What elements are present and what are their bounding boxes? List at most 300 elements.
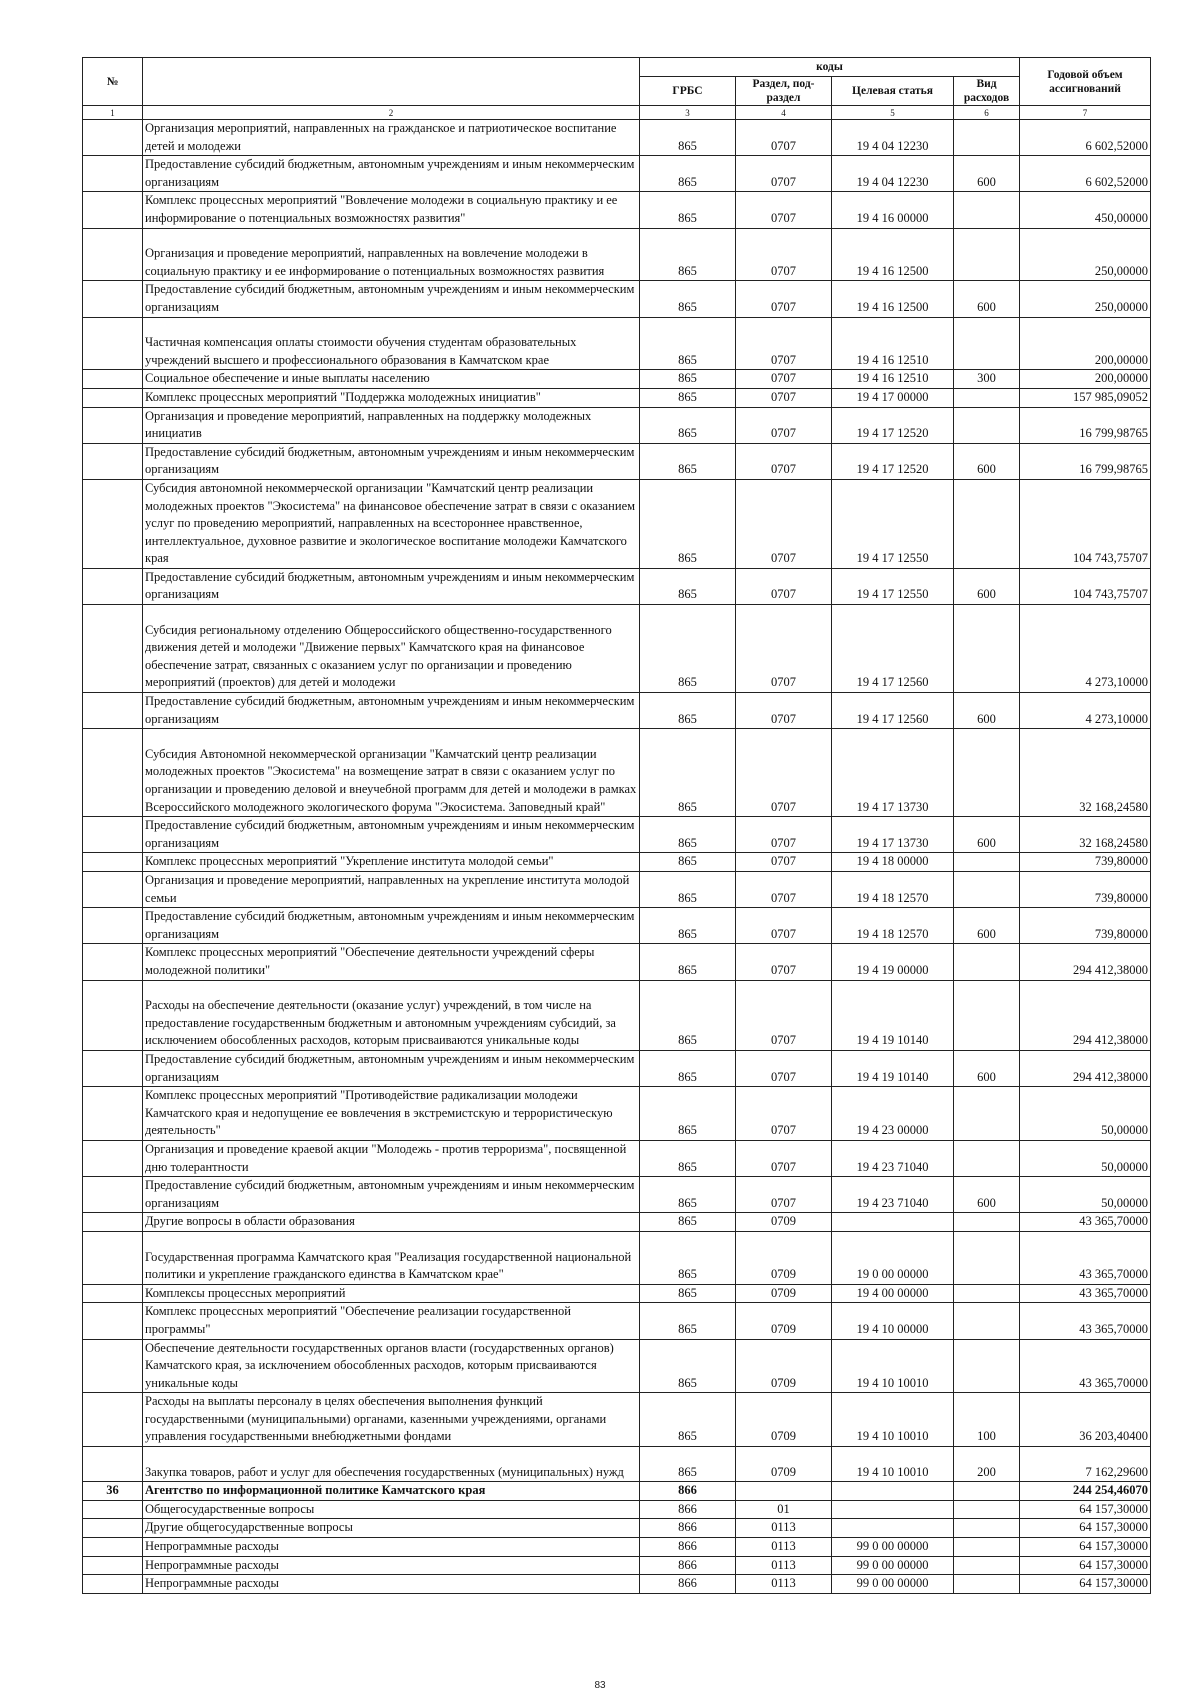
row-vid-cell: 600 — [954, 693, 1020, 729]
row-number-cell — [83, 407, 143, 443]
row-celevaya-cell — [832, 1482, 954, 1501]
row-number-cell — [83, 1393, 143, 1447]
row-name-cell: Комплекс процессных мероприятий "Противодействие радикализации молодежи Камчатского края и недопущение ее вовлечения в экстремистскую и террористическую деятельность" — [143, 1087, 640, 1141]
table-row — [83, 817, 1151, 853]
row-vid-cell — [954, 388, 1020, 407]
row-number-cell — [83, 729, 143, 817]
budget-table — [82, 57, 1151, 1594]
row-celevaya-cell: 19 4 16 12500 — [832, 228, 954, 281]
row-grbs-cell: 865 — [640, 1087, 736, 1141]
row-grbs-cell: 865 — [640, 817, 736, 853]
row-vid-cell — [954, 1087, 1020, 1141]
row-vid-cell: 600 — [954, 156, 1020, 192]
row-vid-cell — [954, 192, 1020, 228]
row-vid-cell: 100 — [954, 1393, 1020, 1447]
row-name-cell: Организация и проведение краевой акции "Молодежь - против терроризма", посвященной дню толерантности — [143, 1140, 640, 1176]
row-razdel-cell: 0113 — [736, 1575, 832, 1594]
row-amount-cell: 244 254,46070 — [1020, 1482, 1151, 1501]
row-grbs-cell: 865 — [640, 1284, 736, 1303]
row-celevaya-cell: 19 4 17 12520 — [832, 407, 954, 443]
row-name-cell: Организация и проведение мероприятий, направленных на укрепление института молодой семьи — [143, 872, 640, 908]
row-amount-cell: 250,00000 — [1020, 228, 1151, 281]
row-vid-cell — [954, 1482, 1020, 1501]
row-grbs-cell: 865 — [640, 944, 736, 980]
row-name-cell: Частичная компенсация оплаты стоимости обучения студентам образовательных учреждений высшего и профессионального образования в Камчатском крае — [143, 317, 640, 370]
row-name-cell: Агентство по информационной политике Камчатского края — [143, 1482, 640, 1501]
row-number-cell — [83, 1213, 143, 1232]
row-razdel-cell: 0707 — [736, 980, 832, 1050]
row-celevaya-cell: 19 4 10 10010 — [832, 1393, 954, 1447]
row-amount-cell: 43 365,70000 — [1020, 1213, 1151, 1232]
row-razdel-cell: 0707 — [736, 853, 832, 872]
row-celevaya-cell: 19 4 19 10140 — [832, 1050, 954, 1086]
header-name — [143, 58, 640, 106]
col-number: 1 — [83, 106, 143, 120]
row-vid-cell: 200 — [954, 1447, 1020, 1482]
row-celevaya-cell: 19 4 17 12520 — [832, 443, 954, 479]
row-grbs-cell: 865 — [640, 1213, 736, 1232]
row-razdel-cell: 01 — [736, 1500, 832, 1519]
row-amount-cell: 6 602,52000 — [1020, 120, 1151, 156]
row-grbs-cell: 865 — [640, 443, 736, 479]
row-number-cell — [83, 817, 143, 853]
row-razdel-cell: 0707 — [736, 317, 832, 370]
row-celevaya-cell: 19 4 16 12500 — [832, 281, 954, 317]
row-vid-cell — [954, 1339, 1020, 1393]
table-row — [83, 980, 1151, 1050]
row-number-cell — [83, 1500, 143, 1519]
table-row — [83, 479, 1151, 568]
row-celevaya-cell: 19 4 17 13730 — [832, 817, 954, 853]
row-grbs-cell: 866 — [640, 1575, 736, 1594]
table-body — [83, 120, 1151, 1594]
row-amount-cell: 294 412,38000 — [1020, 944, 1151, 980]
row-celevaya-cell: 19 4 17 12550 — [832, 568, 954, 604]
row-amount-cell: 7 162,29600 — [1020, 1447, 1151, 1482]
row-number-cell — [83, 228, 143, 281]
row-name-cell: Предоставление субсидий бюджетным, автономным учреждениям и иным некоммерческим организациям — [143, 817, 640, 853]
header-vid: Вид расходов — [954, 77, 1020, 106]
table-row — [83, 228, 1151, 281]
row-vid-cell — [954, 407, 1020, 443]
row-name-cell: Предоставление субсидий бюджетным, автономным учреждениям и иным некоммерческим организациям — [143, 1050, 640, 1086]
row-razdel-cell — [736, 1482, 832, 1501]
row-name-cell: Субсидия Автономной некоммерческой организации "Камчатский центр реализации молодежных проектов "Экосистема" на возмещение затрат в связи с оказанием услуг по организации и проведению деловой и внеучебной программ для детей и молодежи в рамках Всероссийского молодежного экологического форума "Экосистема. Заповедный край" — [143, 729, 640, 817]
row-grbs-cell: 866 — [640, 1482, 736, 1501]
row-vid-cell: 600 — [954, 281, 1020, 317]
row-grbs-cell: 865 — [640, 388, 736, 407]
row-celevaya-cell: 19 4 16 00000 — [832, 192, 954, 228]
row-number-cell — [83, 388, 143, 407]
table-row — [83, 853, 1151, 872]
row-razdel-cell: 0707 — [736, 1050, 832, 1086]
row-vid-cell — [954, 228, 1020, 281]
row-name-cell: Комплексы процессных мероприятий — [143, 1284, 640, 1303]
row-number-cell — [83, 120, 143, 156]
row-celevaya-cell: 19 4 04 12230 — [832, 120, 954, 156]
row-name-cell: Комплекс процессных мероприятий "Поддержка молодежных инициатив" — [143, 388, 640, 407]
row-amount-cell: 200,00000 — [1020, 370, 1151, 389]
col-number: 6 — [954, 106, 1020, 120]
row-number-cell — [83, 1575, 143, 1594]
table-row — [83, 388, 1151, 407]
table-row — [83, 120, 1151, 156]
table-row — [83, 156, 1151, 192]
row-razdel-cell: 0707 — [736, 944, 832, 980]
table-row — [83, 317, 1151, 370]
row-celevaya-cell: 19 4 23 71040 — [832, 1140, 954, 1176]
row-number-cell — [83, 1303, 143, 1339]
row-razdel-cell: 0113 — [736, 1519, 832, 1538]
row-amount-cell: 6 602,52000 — [1020, 156, 1151, 192]
row-grbs-cell: 865 — [640, 872, 736, 908]
row-number-cell — [83, 192, 143, 228]
row-number-cell — [83, 479, 143, 568]
row-razdel-cell: 0707 — [736, 281, 832, 317]
row-amount-cell: 64 157,30000 — [1020, 1500, 1151, 1519]
row-number-cell — [83, 1284, 143, 1303]
row-razdel-cell: 0707 — [736, 568, 832, 604]
row-grbs-cell: 865 — [640, 908, 736, 944]
row-vid-cell: 600 — [954, 568, 1020, 604]
row-grbs-cell: 865 — [640, 1231, 736, 1284]
row-number-cell — [83, 693, 143, 729]
row-number-cell — [83, 980, 143, 1050]
table-row — [83, 407, 1151, 443]
row-celevaya-cell: 99 0 00 00000 — [832, 1575, 954, 1594]
row-amount-cell: 43 365,70000 — [1020, 1303, 1151, 1339]
col-number: 5 — [832, 106, 954, 120]
row-vid-cell: 600 — [954, 817, 1020, 853]
row-amount-cell: 157 985,09052 — [1020, 388, 1151, 407]
row-razdel-cell: 0707 — [736, 192, 832, 228]
row-razdel-cell: 0709 — [736, 1284, 832, 1303]
table-row — [83, 1303, 1151, 1339]
row-celevaya-cell: 19 4 17 00000 — [832, 388, 954, 407]
table-row — [83, 1339, 1151, 1393]
row-amount-cell: 43 365,70000 — [1020, 1339, 1151, 1393]
row-celevaya-cell: 19 4 04 12230 — [832, 156, 954, 192]
row-vid-cell — [954, 1575, 1020, 1594]
table-row — [83, 281, 1151, 317]
row-name-cell: Расходы на обеспечение деятельности (оказание услуг) учреждений, в том числе на предоставление государственным бюджетным и автономным учреждениям субсидий, за исключением обособленных расходов, которым присваиваются уникальные коды — [143, 980, 640, 1050]
row-grbs-cell: 866 — [640, 1538, 736, 1557]
row-grbs-cell: 865 — [640, 370, 736, 389]
row-grbs-cell: 865 — [640, 407, 736, 443]
header-celevaya: Целевая статья — [832, 77, 954, 106]
row-celevaya-cell: 19 4 16 12510 — [832, 370, 954, 389]
header-annual: Годовой объем ассигнований — [1020, 58, 1151, 106]
row-number-cell — [83, 872, 143, 908]
row-number-cell — [83, 1538, 143, 1557]
row-number-cell — [83, 568, 143, 604]
row-amount-cell: 104 743,75707 — [1020, 479, 1151, 568]
row-amount-cell: 4 273,10000 — [1020, 693, 1151, 729]
row-amount-cell: 294 412,38000 — [1020, 980, 1151, 1050]
row-grbs-cell: 865 — [640, 605, 736, 693]
row-amount-cell: 43 365,70000 — [1020, 1284, 1151, 1303]
row-vid-cell — [954, 1538, 1020, 1557]
row-razdel-cell: 0707 — [736, 370, 832, 389]
row-razdel-cell: 0113 — [736, 1538, 832, 1557]
row-amount-cell: 50,00000 — [1020, 1087, 1151, 1141]
row-number-cell — [83, 1339, 143, 1393]
row-vid-cell — [954, 1140, 1020, 1176]
row-grbs-cell: 865 — [640, 120, 736, 156]
row-razdel-cell: 0709 — [736, 1339, 832, 1393]
row-grbs-cell: 865 — [640, 1339, 736, 1393]
row-amount-cell: 32 168,24580 — [1020, 817, 1151, 853]
table-row — [83, 1447, 1151, 1482]
row-grbs-cell: 865 — [640, 228, 736, 281]
row-grbs-cell: 865 — [640, 192, 736, 228]
row-razdel-cell: 0707 — [736, 443, 832, 479]
table-header — [83, 58, 1151, 120]
row-vid-cell — [954, 872, 1020, 908]
row-name-cell: Комплекс процессных мероприятий "Обеспечение реализации государственной программы" — [143, 1303, 640, 1339]
row-amount-cell: 64 157,30000 — [1020, 1575, 1151, 1594]
row-grbs-cell: 865 — [640, 1050, 736, 1086]
row-number-cell — [83, 1140, 143, 1176]
table-row — [83, 605, 1151, 693]
row-vid-cell: 600 — [954, 908, 1020, 944]
row-grbs-cell: 865 — [640, 281, 736, 317]
row-grbs-cell: 865 — [640, 568, 736, 604]
row-amount-cell: 739,80000 — [1020, 872, 1151, 908]
row-vid-cell — [954, 1556, 1020, 1575]
row-celevaya-cell: 19 4 16 12510 — [832, 317, 954, 370]
row-amount-cell: 64 157,30000 — [1020, 1556, 1151, 1575]
row-grbs-cell: 865 — [640, 980, 736, 1050]
header-codes: коды — [640, 58, 1020, 77]
row-name-cell: Расходы на выплаты персоналу в целях обеспечения выполнения функций государственными (муниципальными) органами, казенными учреждениями, органами управления государственными внебюджетными фондами — [143, 1393, 640, 1447]
row-number-cell — [83, 605, 143, 693]
row-vid-cell — [954, 853, 1020, 872]
col-number: 2 — [143, 106, 640, 120]
table-row — [83, 1500, 1151, 1519]
header-razdel: Раздел, под-раздел — [736, 77, 832, 106]
row-razdel-cell: 0707 — [736, 407, 832, 443]
row-vid-cell — [954, 729, 1020, 817]
row-name-cell: Социальное обеспечение и иные выплаты населению — [143, 370, 640, 389]
row-grbs-cell: 865 — [640, 729, 736, 817]
row-number-cell — [83, 1231, 143, 1284]
row-number-cell — [83, 1050, 143, 1086]
table-row — [83, 443, 1151, 479]
row-number-cell — [83, 370, 143, 389]
header-num: № — [83, 58, 143, 106]
row-razdel-cell: 0709 — [736, 1231, 832, 1284]
table-row — [83, 1519, 1151, 1538]
row-amount-cell: 50,00000 — [1020, 1140, 1151, 1176]
row-razdel-cell: 0707 — [736, 872, 832, 908]
row-vid-cell: 600 — [954, 1177, 1020, 1213]
row-grbs-cell: 865 — [640, 1177, 736, 1213]
header-grbs: ГРБС — [640, 77, 736, 106]
row-grbs-cell: 865 — [640, 1447, 736, 1482]
row-vid-cell — [954, 1284, 1020, 1303]
row-celevaya-cell: 19 4 10 00000 — [832, 1303, 954, 1339]
row-razdel-cell: 0707 — [736, 228, 832, 281]
table-row — [83, 568, 1151, 604]
col-number: 7 — [1020, 106, 1151, 120]
row-celevaya-cell: 19 4 00 00000 — [832, 1284, 954, 1303]
row-razdel-cell: 0707 — [736, 729, 832, 817]
row-name-cell: Предоставление субсидий бюджетным, автономным учреждениям и иным некоммерческим организациям — [143, 568, 640, 604]
row-amount-cell: 43 365,70000 — [1020, 1231, 1151, 1284]
table-row — [83, 908, 1151, 944]
row-grbs-cell: 866 — [640, 1500, 736, 1519]
row-name-cell: Обеспечение деятельности государственных органов власти (государственных органов) Камчатского края, за исключением обособленных расходов, которым присваиваются уникальные коды — [143, 1339, 640, 1393]
col-number: 3 — [640, 106, 736, 120]
row-celevaya-cell: 19 0 00 00000 — [832, 1231, 954, 1284]
row-vid-cell — [954, 1519, 1020, 1538]
table-row — [83, 1284, 1151, 1303]
row-name-cell: Предоставление субсидий бюджетным, автономным учреждениям и иным некоммерческим организациям — [143, 443, 640, 479]
row-grbs-cell: 865 — [640, 156, 736, 192]
row-name-cell: Непрограммные расходы — [143, 1575, 640, 1594]
row-number-cell — [83, 1447, 143, 1482]
row-celevaya-cell — [832, 1519, 954, 1538]
row-name-cell: Субсидия региональному отделению Общероссийского общественно-государственного движения детей и молодежи "Движение первых" Камчатского края на финансовое обеспечение затрат, связанных с оказанием услуг по организации и проведению мероприятий (проектов) для детей и молодежи — [143, 605, 640, 693]
row-vid-cell: 600 — [954, 443, 1020, 479]
row-razdel-cell: 0709 — [736, 1393, 832, 1447]
table-row — [83, 1087, 1151, 1141]
row-amount-cell: 200,00000 — [1020, 317, 1151, 370]
row-celevaya-cell: 19 4 19 10140 — [832, 980, 954, 1050]
row-amount-cell: 64 157,30000 — [1020, 1519, 1151, 1538]
row-name-cell: Комплекс процессных мероприятий "Вовлечение молодежи в социальную практику и ее информирование о потенциальных возможностях развития" — [143, 192, 640, 228]
row-name-cell: Непрограммные расходы — [143, 1556, 640, 1575]
row-celevaya-cell — [832, 1500, 954, 1519]
row-celevaya-cell: 19 4 17 12550 — [832, 479, 954, 568]
row-name-cell: Предоставление субсидий бюджетным, автономным учреждениям и иным некоммерческим организациям — [143, 1177, 640, 1213]
row-razdel-cell: 0707 — [736, 605, 832, 693]
row-amount-cell: 64 157,30000 — [1020, 1538, 1151, 1557]
row-vid-cell — [954, 944, 1020, 980]
row-name-cell: Субсидия автономной некоммерческой организации "Камчатский центр реализации молодежных проектов "Экосистема" на финансовое обеспечение затрат в связи с оказанием услуг по проведению мероприятий, направленных на всестороннее нравственное, интеллектуальное, духовное развитие и экологическое воспитание молодежи Камчатского края — [143, 479, 640, 568]
row-razdel-cell: 0707 — [736, 479, 832, 568]
row-razdel-cell: 0707 — [736, 693, 832, 729]
col-number: 4 — [736, 106, 832, 120]
row-number-cell — [83, 853, 143, 872]
row-amount-cell: 16 799,98765 — [1020, 443, 1151, 479]
row-number-cell: 36 — [83, 1482, 143, 1501]
row-grbs-cell: 865 — [640, 853, 736, 872]
row-vid-cell: 300 — [954, 370, 1020, 389]
row-razdel-cell: 0707 — [736, 817, 832, 853]
row-number-cell — [83, 156, 143, 192]
row-razdel-cell: 0707 — [736, 1177, 832, 1213]
row-amount-cell: 739,80000 — [1020, 908, 1151, 944]
page-number: 83 — [594, 1680, 606, 1691]
row-vid-cell — [954, 1213, 1020, 1232]
row-vid-cell — [954, 120, 1020, 156]
table-row — [83, 872, 1151, 908]
row-name-cell: Организация мероприятий, направленных на гражданское и патриотическое воспитание детей и молодежи — [143, 120, 640, 156]
row-vid-cell — [954, 479, 1020, 568]
row-razdel-cell: 0707 — [736, 156, 832, 192]
row-celevaya-cell: 19 4 10 10010 — [832, 1447, 954, 1482]
row-celevaya-cell: 19 4 18 00000 — [832, 853, 954, 872]
row-vid-cell — [954, 605, 1020, 693]
row-vid-cell — [954, 317, 1020, 370]
row-razdel-cell: 0709 — [736, 1213, 832, 1232]
row-amount-cell: 450,00000 — [1020, 192, 1151, 228]
row-name-cell: Организация и проведение мероприятий, направленных на поддержку молодежных инициатив — [143, 407, 640, 443]
row-name-cell: Комплекс процессных мероприятий "Обеспечение деятельности учреждений сферы молодежной политики" — [143, 944, 640, 980]
row-name-cell: Предоставление субсидий бюджетным, автономным учреждениям и иным некоммерческим организациям — [143, 908, 640, 944]
row-celevaya-cell: 19 4 17 12560 — [832, 693, 954, 729]
table-row — [83, 1140, 1151, 1176]
row-celevaya-cell: 19 4 19 00000 — [832, 944, 954, 980]
row-celevaya-cell: 19 4 23 71040 — [832, 1177, 954, 1213]
row-number-cell — [83, 1087, 143, 1141]
row-celevaya-cell: 19 4 18 12570 — [832, 908, 954, 944]
table-row — [83, 1482, 1151, 1501]
table-row — [83, 1575, 1151, 1594]
table-row — [83, 729, 1151, 817]
row-grbs-cell: 866 — [640, 1556, 736, 1575]
table-row — [83, 1556, 1151, 1575]
row-celevaya-cell: 19 4 18 12570 — [832, 872, 954, 908]
table-row — [83, 1393, 1151, 1447]
row-vid-cell: 600 — [954, 1050, 1020, 1086]
row-grbs-cell: 865 — [640, 1303, 736, 1339]
row-name-cell: Другие общегосударственные вопросы — [143, 1519, 640, 1538]
row-name-cell: Предоставление субсидий бюджетным, автономным учреждениям и иным некоммерческим организациям — [143, 281, 640, 317]
row-name-cell: Государственная программа Камчатского края "Реализация государственной национальной политики и укрепление гражданского единства в Камчатском крае" — [143, 1231, 640, 1284]
row-celevaya-cell: 19 4 17 13730 — [832, 729, 954, 817]
row-grbs-cell: 866 — [640, 1519, 736, 1538]
row-grbs-cell: 865 — [640, 1140, 736, 1176]
table-row — [83, 1050, 1151, 1086]
row-celevaya-cell: 19 4 17 12560 — [832, 605, 954, 693]
row-celevaya-cell: 99 0 00 00000 — [832, 1556, 954, 1575]
row-number-cell — [83, 944, 143, 980]
row-razdel-cell: 0707 — [736, 120, 832, 156]
row-number-cell — [83, 908, 143, 944]
row-number-cell — [83, 317, 143, 370]
row-grbs-cell: 865 — [640, 693, 736, 729]
row-name-cell: Другие вопросы в области образования — [143, 1213, 640, 1232]
row-celevaya-cell — [832, 1213, 954, 1232]
table-row — [83, 944, 1151, 980]
row-grbs-cell: 865 — [640, 1393, 736, 1447]
row-razdel-cell: 0707 — [736, 1140, 832, 1176]
row-razdel-cell: 0709 — [736, 1303, 832, 1339]
row-number-cell — [83, 1556, 143, 1575]
row-amount-cell: 294 412,38000 — [1020, 1050, 1151, 1086]
row-name-cell: Комплекс процессных мероприятий "Укрепление института молодой семьи" — [143, 853, 640, 872]
table-row — [83, 1231, 1151, 1284]
row-number-cell — [83, 443, 143, 479]
table-row — [83, 192, 1151, 228]
row-vid-cell — [954, 1231, 1020, 1284]
table-row — [83, 1538, 1151, 1557]
row-name-cell: Предоставление субсидий бюджетным, автономным учреждениям и иным некоммерческим организациям — [143, 156, 640, 192]
row-number-cell — [83, 1519, 143, 1538]
row-celevaya-cell: 19 4 23 00000 — [832, 1087, 954, 1141]
row-amount-cell: 739,80000 — [1020, 853, 1151, 872]
row-vid-cell — [954, 1500, 1020, 1519]
row-razdel-cell: 0707 — [736, 1087, 832, 1141]
table-row — [83, 1213, 1151, 1232]
table-row — [83, 1177, 1151, 1213]
row-name-cell: Предоставление субсидий бюджетным, автономным учреждениям и иным некоммерческим организациям — [143, 693, 640, 729]
row-celevaya-cell: 99 0 00 00000 — [832, 1538, 954, 1557]
row-razdel-cell: 0707 — [736, 388, 832, 407]
